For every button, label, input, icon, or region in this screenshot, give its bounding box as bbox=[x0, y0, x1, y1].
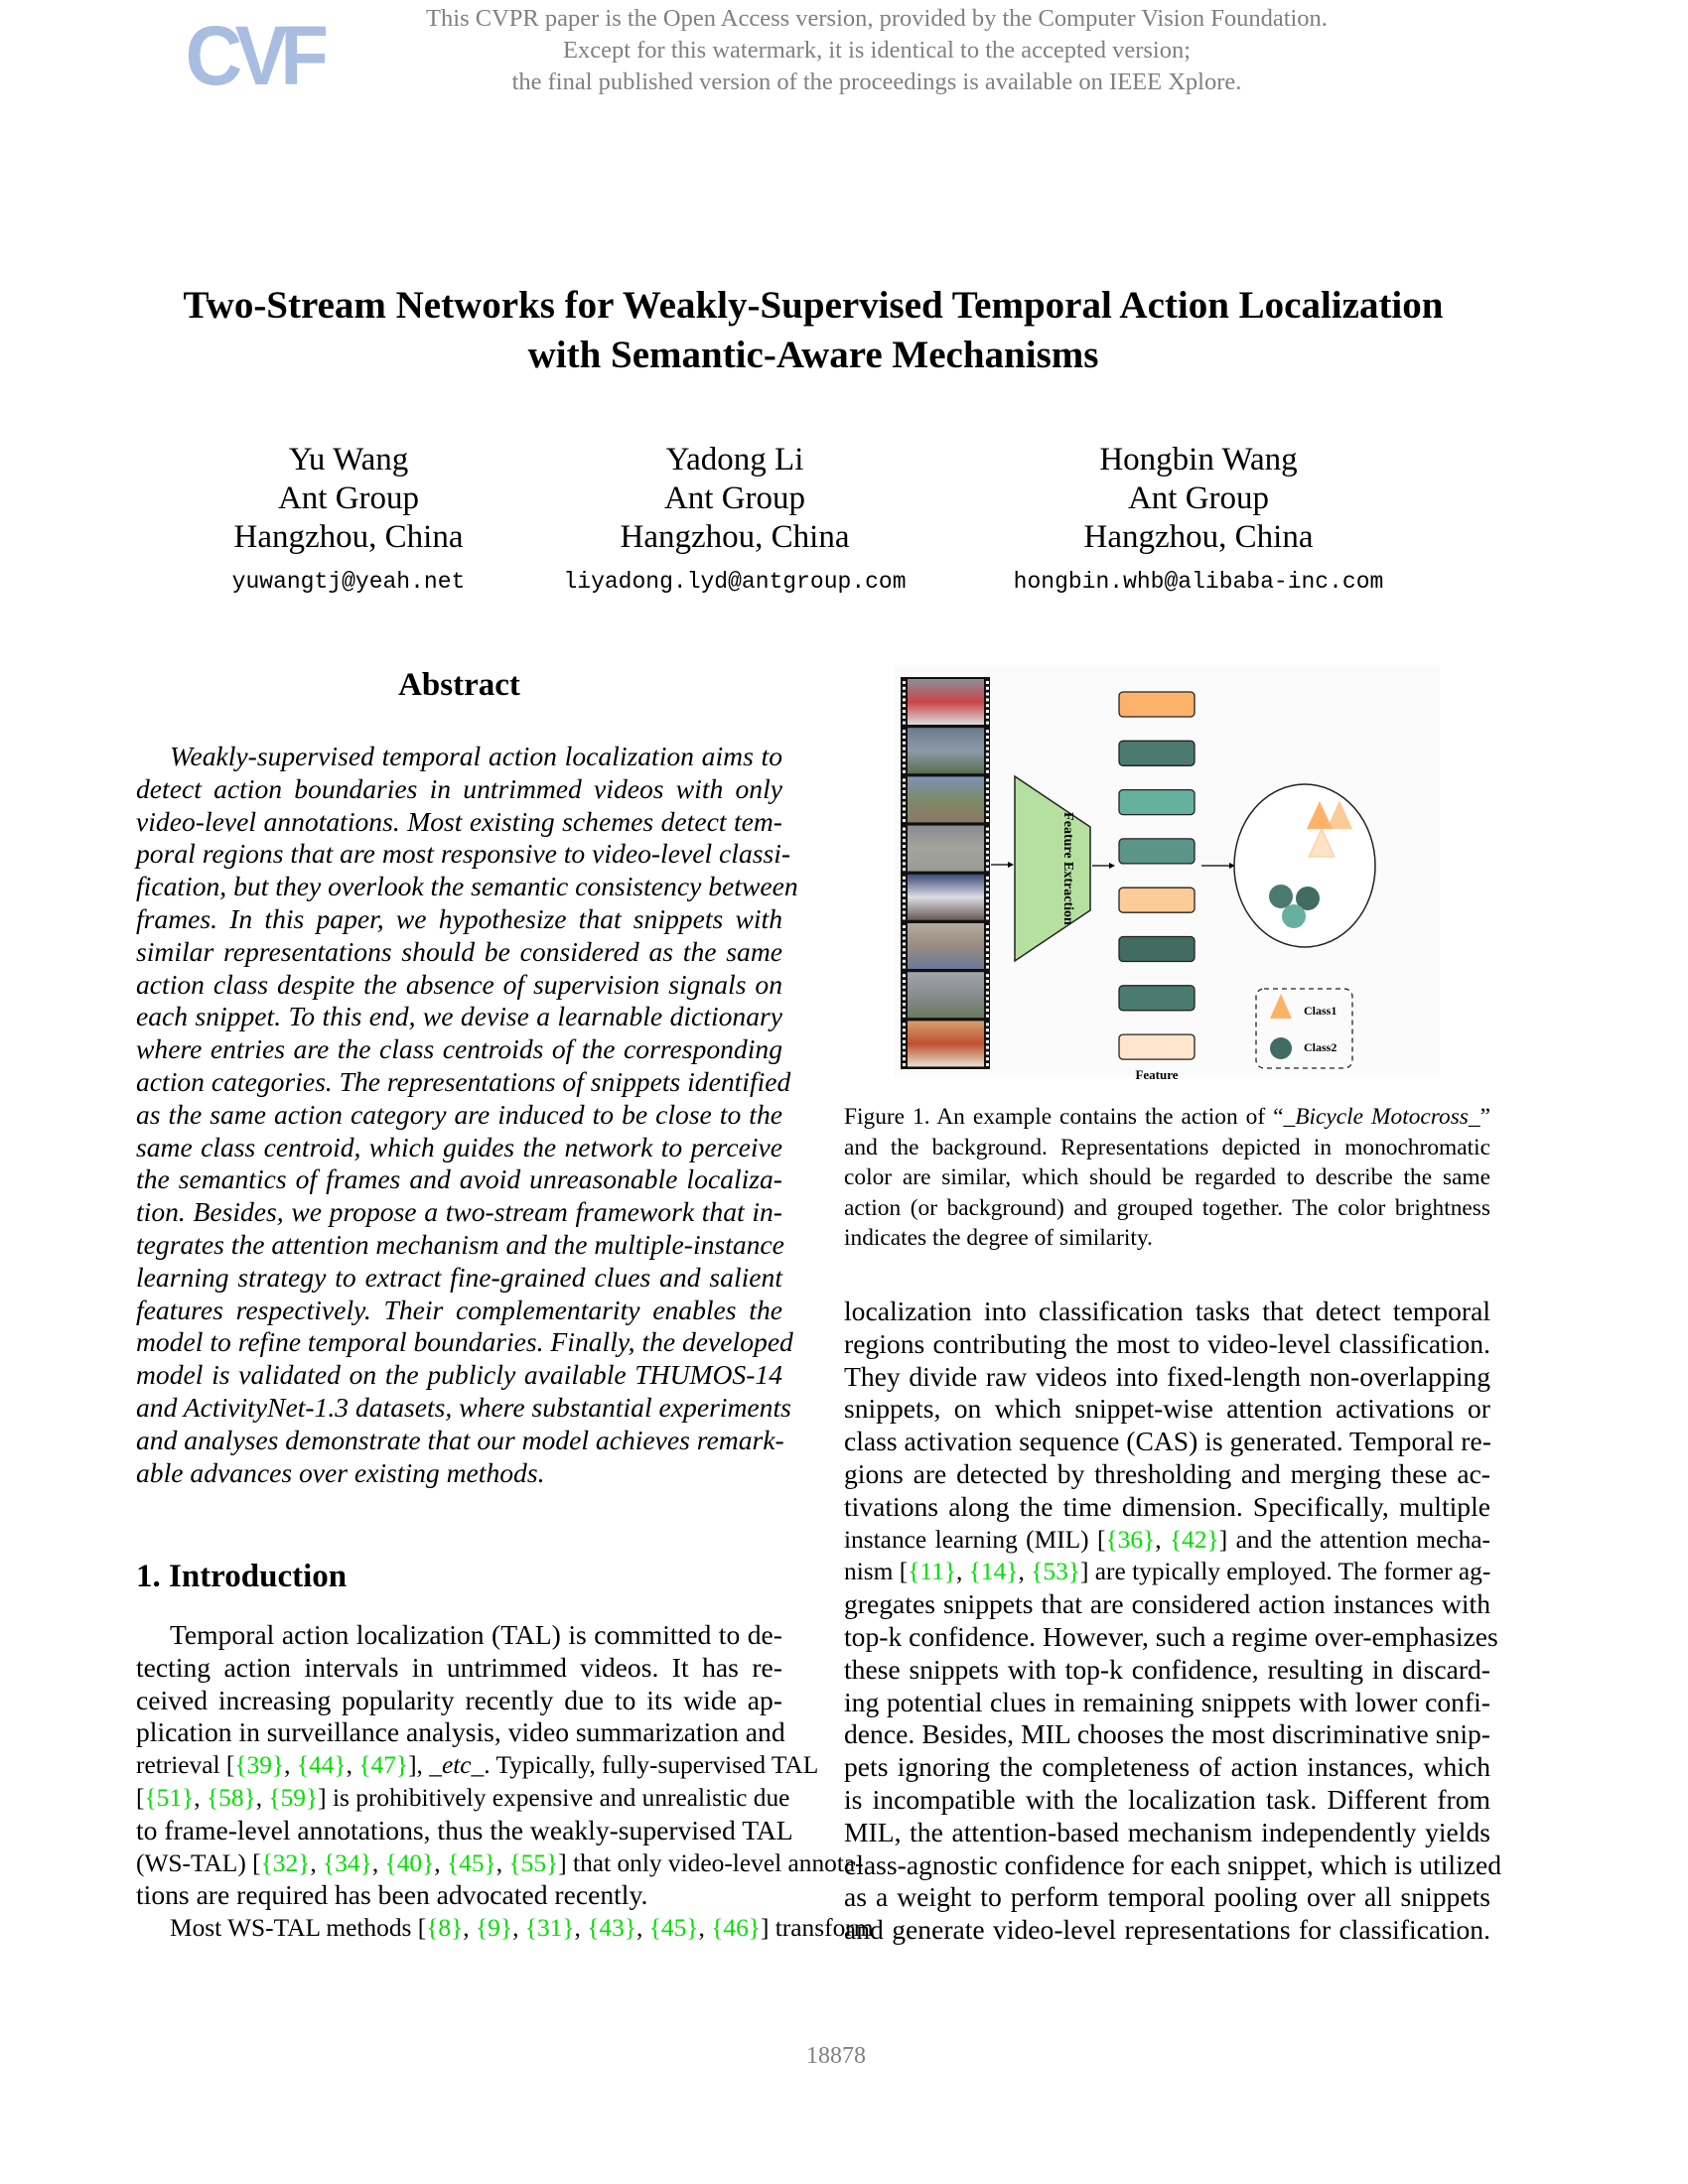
perforation bbox=[903, 1034, 906, 1037]
perforation bbox=[986, 937, 989, 940]
perforation bbox=[986, 925, 989, 928]
perforation bbox=[903, 1015, 906, 1018]
text-line: model to refine temporal boundaries. Finally, the developed bbox=[136, 1326, 793, 1358]
text-line: pets ignoring the completeness of action instances, which bbox=[844, 1751, 1490, 1783]
perforation bbox=[903, 796, 906, 799]
figure-1-caption bbox=[844, 1102, 1490, 1254]
text-line: action class despite the absence of supervision signals on bbox=[136, 968, 782, 1000]
perforation bbox=[986, 931, 989, 934]
text-line: instance learning (MIL) [{36}, {42}] and the attention mecha- bbox=[844, 1525, 1491, 1554]
embedding-space-circle bbox=[1234, 784, 1375, 947]
perforation bbox=[903, 992, 906, 995]
emphasis: _Bicycle Motocross_ bbox=[1283, 1104, 1480, 1130]
perforation bbox=[903, 716, 906, 719]
class2-circle-icon bbox=[1282, 904, 1306, 928]
perforation bbox=[903, 899, 906, 902]
text-line: able advances over existing methods. bbox=[136, 1456, 545, 1488]
perforation bbox=[986, 704, 989, 707]
perforation bbox=[986, 942, 989, 945]
perforation bbox=[903, 887, 906, 890]
perforation bbox=[986, 862, 989, 865]
text-line: ceived increasing popularity recently due to its wide ap- bbox=[136, 1684, 782, 1715]
text-line: video-level annotations. Most existing schemes detect tem- bbox=[136, 805, 782, 837]
perforation bbox=[903, 997, 906, 1000]
perforation bbox=[986, 748, 989, 751]
text-line: localization into classification tasks that detect temporal bbox=[844, 1296, 1490, 1326]
watermark-line: Except for this watermark, it is identical to the accepted version; bbox=[562, 37, 1191, 64]
citation-link[interactable]: {11} bbox=[908, 1558, 957, 1586]
text-line: tecting action intervals in untrimmed videos. It has re- bbox=[136, 1651, 782, 1683]
text-line: gregates snippets that are considered action instances with bbox=[844, 1588, 1490, 1620]
perforation bbox=[986, 1003, 989, 1006]
text-line: and generate video-level representations for classification. bbox=[844, 1914, 1490, 1946]
perforation bbox=[986, 778, 989, 781]
perforation bbox=[903, 819, 906, 822]
text-line: is incompatible with the localization task. Different from bbox=[844, 1783, 1490, 1815]
feature-bar bbox=[1119, 937, 1195, 962]
perforation bbox=[903, 1051, 906, 1054]
perforation bbox=[903, 851, 906, 854]
citation-link[interactable]: {45} bbox=[648, 1914, 699, 1943]
author-block bbox=[140, 441, 557, 602]
perforation bbox=[903, 1063, 906, 1066]
text-line: same class centroid, which guides the network to perceive bbox=[136, 1131, 782, 1162]
perforation bbox=[903, 1023, 906, 1025]
text-line: They divide raw videos into fixed-length non-overlapping bbox=[844, 1360, 1490, 1392]
perforation bbox=[986, 710, 989, 713]
citation-link[interactable]: {14} bbox=[968, 1558, 1019, 1586]
perforation bbox=[986, 722, 989, 725]
feature-bar bbox=[1119, 790, 1195, 815]
text-line: [{51}, {58}, {59}] is prohibitively expensive and unrealistic due bbox=[136, 1783, 790, 1812]
introduction-heading: 1. Introduction bbox=[136, 1559, 348, 1594]
cvf-logo: CVF bbox=[185, 9, 322, 102]
figure-1 bbox=[894, 665, 1450, 1082]
perforation bbox=[986, 839, 989, 842]
feature-extraction-label: Feature Extraction bbox=[1060, 812, 1075, 925]
perforation bbox=[903, 813, 906, 816]
perforation bbox=[986, 893, 989, 896]
perforation bbox=[986, 716, 989, 719]
perforation bbox=[986, 1015, 989, 1018]
video-frame bbox=[908, 826, 984, 872]
perforation bbox=[986, 997, 989, 1000]
video-frame bbox=[908, 1021, 984, 1066]
perforation bbox=[986, 1046, 989, 1049]
perforation bbox=[986, 974, 989, 977]
abstract-heading: Abstract bbox=[398, 667, 520, 703]
perforation bbox=[903, 942, 906, 945]
perforation bbox=[903, 911, 906, 914]
citation-link[interactable]: {47} bbox=[358, 1751, 409, 1780]
text-line: Figure 1. An example contains the action of “_Bicycle Motocross_” bbox=[844, 1104, 1490, 1130]
perforation bbox=[903, 828, 906, 831]
author-affiliation: Ant Group bbox=[277, 480, 420, 516]
text-line: gions are detected by thresholding and merging these ac- bbox=[844, 1457, 1490, 1489]
perforation bbox=[986, 887, 989, 890]
emphasis: _etc_ bbox=[429, 1751, 485, 1780]
video-frame bbox=[908, 972, 984, 1018]
perforation bbox=[903, 833, 906, 836]
citation-link[interactable]: {43} bbox=[587, 1914, 637, 1943]
citation-link[interactable]: {44} bbox=[296, 1751, 347, 1780]
video-frame bbox=[908, 875, 984, 920]
perforation bbox=[986, 784, 989, 787]
perforation bbox=[903, 937, 906, 940]
text-line: indicates the degree of similarity. bbox=[844, 1225, 1153, 1251]
author-email[interactable]: hongbin.whb@alibaba-inc.com bbox=[1013, 569, 1384, 595]
text-line: model is validated on the publicly available THUMOS-14 bbox=[136, 1359, 782, 1391]
perforation bbox=[903, 802, 906, 805]
perforation bbox=[986, 1023, 989, 1025]
author-email[interactable]: liyadong.lyd@antgroup.com bbox=[563, 569, 907, 595]
perforation bbox=[903, 742, 906, 745]
perforation bbox=[986, 807, 989, 810]
text-line: ing potential clues in remaining snippets with lower confi- bbox=[844, 1686, 1490, 1717]
perforation bbox=[986, 833, 989, 836]
perforation bbox=[986, 1040, 989, 1043]
text-line: learning strategy to extract fine-grained clues and salient bbox=[136, 1261, 782, 1293]
perforation bbox=[903, 839, 906, 842]
introduction-body-right bbox=[844, 1296, 1502, 1947]
citation-link[interactable]: {31} bbox=[524, 1914, 575, 1943]
perforation bbox=[903, 1009, 906, 1012]
citation-link[interactable]: {58} bbox=[206, 1783, 256, 1812]
perforation bbox=[986, 845, 989, 848]
video-frame bbox=[908, 679, 984, 725]
perforation bbox=[903, 966, 906, 969]
text-line: frames. In this paper, we hypothesize that snippets with bbox=[136, 902, 782, 934]
text-line: tions are required has been advocated recently. bbox=[136, 1879, 648, 1911]
perforation bbox=[903, 687, 906, 690]
text-line: as the same action category are induced to be close to the bbox=[136, 1098, 782, 1130]
citation-link[interactable]: {59} bbox=[268, 1783, 319, 1812]
class2-circle-icon bbox=[1269, 885, 1293, 908]
feature-bar bbox=[1119, 1034, 1195, 1059]
legend-circle-icon bbox=[1270, 1037, 1292, 1059]
perforation bbox=[903, 758, 906, 761]
perforation bbox=[903, 877, 906, 880]
feature-bar bbox=[1119, 741, 1195, 765]
perforation bbox=[986, 790, 989, 793]
legend-class2: Class2 bbox=[1304, 1040, 1337, 1054]
introduction-body bbox=[136, 1619, 874, 1945]
perforation bbox=[986, 1057, 989, 1060]
text-line: the semantics of frames and avoid unreasonable localiza- bbox=[136, 1163, 782, 1195]
perforation bbox=[903, 905, 906, 908]
perforation bbox=[903, 778, 906, 781]
author-affiliation: Ant Group bbox=[1127, 480, 1270, 516]
video-frame bbox=[908, 728, 984, 773]
perforation bbox=[986, 698, 989, 701]
perforation bbox=[986, 828, 989, 831]
perforation bbox=[903, 752, 906, 755]
perforation bbox=[986, 730, 989, 733]
perforation bbox=[986, 868, 989, 871]
perforation bbox=[903, 916, 906, 919]
author-name: Yadong Li bbox=[665, 442, 804, 478]
text-line: action categories. The representations of snippets identified bbox=[136, 1065, 791, 1097]
perforation bbox=[903, 693, 906, 696]
perforation bbox=[986, 1028, 989, 1031]
perforation bbox=[903, 681, 906, 684]
paper-title-line2: with Semantic-Aware Mechanisms bbox=[527, 334, 1099, 376]
text-line: features respectively. Their complementarity enables the bbox=[136, 1294, 782, 1325]
text-line: tion. Besides, we propose a two-stream framework that in- bbox=[136, 1196, 782, 1228]
perforation bbox=[903, 954, 906, 957]
perforation bbox=[903, 698, 906, 701]
perforation bbox=[903, 730, 906, 733]
text-line: tivations along the time dimension. Specifically, multiple bbox=[844, 1490, 1490, 1522]
text-line: as a weight to perform temporal pooling over all snippets bbox=[844, 1881, 1490, 1913]
perforation bbox=[986, 813, 989, 816]
text-line: top-k confidence. However, such a regime over-emphasizes bbox=[844, 1620, 1498, 1652]
text-line: and analyses demonstrate that our model achieves remark- bbox=[136, 1424, 784, 1455]
perforation bbox=[986, 796, 989, 799]
perforation bbox=[986, 736, 989, 739]
video-frame bbox=[908, 776, 984, 822]
perforation bbox=[986, 693, 989, 696]
text-line: Weakly-supervised temporal action localization aims to bbox=[170, 741, 782, 771]
text-line: dence. Besides, MIL chooses the most discriminative snip- bbox=[844, 1718, 1490, 1750]
figure-1-diagram bbox=[894, 665, 1450, 1082]
perforation bbox=[903, 784, 906, 787]
perforation bbox=[986, 980, 989, 983]
perforation bbox=[903, 710, 906, 713]
perforation bbox=[986, 1051, 989, 1054]
perforation bbox=[903, 1040, 906, 1043]
author-email[interactable]: yuwangtj@yeah.net bbox=[231, 569, 466, 595]
perforation bbox=[986, 948, 989, 951]
text-line: these snippets with top-k confidence, resulting in discard- bbox=[844, 1653, 1490, 1685]
perforation bbox=[903, 770, 906, 773]
perforation bbox=[986, 1034, 989, 1037]
citation-link[interactable]: {40} bbox=[384, 1848, 435, 1877]
citation-link[interactable]: {9} bbox=[476, 1914, 513, 1943]
perforation bbox=[986, 954, 989, 957]
perforation bbox=[903, 748, 906, 751]
text-line: nism [{11}, {14}, {53}] are typically employed. The former ag- bbox=[844, 1558, 1491, 1586]
feature-bar bbox=[1119, 839, 1195, 864]
text-line: where entries are the class centroids of the corresponding bbox=[136, 1033, 782, 1065]
perforation bbox=[986, 752, 989, 755]
perforation bbox=[903, 931, 906, 934]
text-line: poral regions that are most responsive to video-level classi- bbox=[136, 838, 791, 870]
author-block bbox=[526, 441, 943, 602]
perforation bbox=[903, 1028, 906, 1031]
perforation bbox=[986, 758, 989, 761]
video-filmstrip bbox=[901, 677, 990, 1069]
perforation bbox=[986, 802, 989, 805]
citation-link[interactable]: {53} bbox=[1031, 1558, 1080, 1586]
perforation bbox=[986, 986, 989, 989]
text-line: to frame-level annotations, thus the weakly-supervised TAL bbox=[136, 1814, 793, 1845]
abstract-body bbox=[136, 741, 798, 1489]
perforation bbox=[903, 862, 906, 865]
text-line: Most WS-TAL methods [{8}, {9}, {31}, {43}, {45}, {46}] transform bbox=[170, 1914, 874, 1943]
perforation bbox=[986, 851, 989, 854]
perforation bbox=[903, 1046, 906, 1049]
watermark-line: the final published version of the proceedings is available on IEEE Xplore. bbox=[511, 68, 1242, 95]
perforation bbox=[903, 736, 906, 739]
text-line: and ActivityNet-1.3 datasets, where substantial experiments bbox=[136, 1391, 791, 1423]
perforation bbox=[903, 868, 906, 871]
perforation bbox=[903, 974, 906, 977]
perforation bbox=[986, 1009, 989, 1012]
perforation bbox=[903, 893, 906, 896]
perforation bbox=[903, 1003, 906, 1006]
text-line: detect action boundaries in untrimmed videos with only bbox=[136, 772, 782, 804]
citation-link[interactable]: {39} bbox=[234, 1751, 285, 1780]
perforation bbox=[903, 790, 906, 793]
author-location: Hangzhou, China bbox=[233, 519, 464, 555]
perforation bbox=[986, 681, 989, 684]
text-line: tegrates the attention mechanism and the multiple-instance bbox=[136, 1228, 784, 1260]
text-line: and the background. Representations depicted in monochromatic bbox=[844, 1134, 1490, 1160]
author-name: Yu Wang bbox=[288, 442, 409, 478]
perforation bbox=[986, 1063, 989, 1066]
text-line: each snippet. To this end, we devise a learnable dictionary bbox=[136, 1001, 782, 1032]
perforation bbox=[986, 905, 989, 908]
perforation bbox=[986, 992, 989, 995]
perforation bbox=[903, 764, 906, 767]
perforation bbox=[986, 916, 989, 919]
text-line: class-agnostic confidence for each snippet, which is utilized bbox=[844, 1848, 1502, 1880]
perforation bbox=[986, 911, 989, 914]
citation-link[interactable]: {36} bbox=[1105, 1525, 1156, 1554]
perforation bbox=[986, 877, 989, 880]
perforation bbox=[986, 960, 989, 963]
feature-bar bbox=[1119, 887, 1195, 912]
perforation bbox=[903, 986, 906, 989]
perforation bbox=[903, 948, 906, 951]
citation-link[interactable]: {8} bbox=[426, 1914, 464, 1943]
text-line: regions contributing the most to video-level classification. bbox=[844, 1327, 1490, 1359]
citation-link[interactable]: {55} bbox=[508, 1848, 559, 1877]
perforation bbox=[903, 857, 906, 860]
legend-class1: Class1 bbox=[1304, 1004, 1337, 1018]
citation-link[interactable]: {42} bbox=[1169, 1525, 1219, 1554]
perforation bbox=[986, 899, 989, 902]
text-line: class activation sequence (CAS) is generated. Temporal re- bbox=[844, 1426, 1491, 1457]
perforation bbox=[986, 687, 989, 690]
paper-title: Two-Stream Networks for Weakly-Supervised Temporal Action Localization bbox=[183, 284, 1444, 327]
text-line: fication, but they overlook the semantic consistency between bbox=[136, 871, 798, 902]
text-line: retrieval [{39}, {44}, {47}], _etc_. Typically, fully-supervised TAL bbox=[136, 1751, 819, 1780]
text-line: color are similar, which should be regarded to describe the same bbox=[844, 1164, 1490, 1190]
perforation bbox=[903, 845, 906, 848]
feature-bar bbox=[1119, 986, 1195, 1011]
watermark-line: This CVPR paper is the Open Access version, provided by the Computer Vision Foundation. bbox=[426, 5, 1328, 32]
perforation bbox=[903, 704, 906, 707]
perforation bbox=[903, 1057, 906, 1060]
text-line: snippets, on which snippet-wise attention activations or bbox=[844, 1393, 1490, 1425]
text-line: Temporal action localization (TAL) is committed to de- bbox=[170, 1619, 782, 1650]
perforation bbox=[903, 960, 906, 963]
text-line: similar representations should be considered as the same bbox=[136, 935, 782, 967]
citation-link[interactable]: {51} bbox=[144, 1783, 195, 1812]
perforation bbox=[986, 857, 989, 860]
page-number: 18878 bbox=[806, 2043, 866, 2069]
feature-label: Feature bbox=[1135, 1067, 1179, 1082]
perforation bbox=[903, 980, 906, 983]
perforation bbox=[903, 807, 906, 810]
perforation bbox=[986, 764, 989, 767]
feature-bar bbox=[1119, 692, 1195, 717]
perforation bbox=[986, 966, 989, 969]
perforation bbox=[903, 925, 906, 928]
author-location: Hangzhou, China bbox=[620, 519, 850, 555]
perforation bbox=[986, 742, 989, 745]
citation-link[interactable]: {32} bbox=[260, 1848, 311, 1877]
citation-link[interactable]: {34} bbox=[323, 1848, 372, 1877]
text-line: plication in surveillance analysis, video summarization and bbox=[136, 1716, 785, 1748]
author-affiliation: Ant Group bbox=[663, 480, 806, 516]
text-line: (WS-TAL) [{32}, {34}, {40}, {45}, {55}] that only video-level annota- bbox=[136, 1848, 864, 1877]
author-location: Hangzhou, China bbox=[1083, 519, 1314, 555]
perforation bbox=[986, 883, 989, 886]
perforation bbox=[986, 819, 989, 822]
perforation bbox=[903, 722, 906, 725]
video-frame bbox=[908, 923, 984, 969]
citation-link[interactable]: {46} bbox=[711, 1914, 761, 1943]
perforation bbox=[903, 883, 906, 886]
text-line: MIL, the attention-based mechanism independently yields bbox=[844, 1816, 1490, 1847]
citation-link[interactable]: {45} bbox=[446, 1848, 496, 1877]
perforation bbox=[986, 770, 989, 773]
author-name: Hongbin Wang bbox=[1099, 442, 1298, 478]
text-line: action (or background) and grouped together. The color brightness bbox=[844, 1194, 1490, 1221]
author-block bbox=[990, 441, 1407, 602]
